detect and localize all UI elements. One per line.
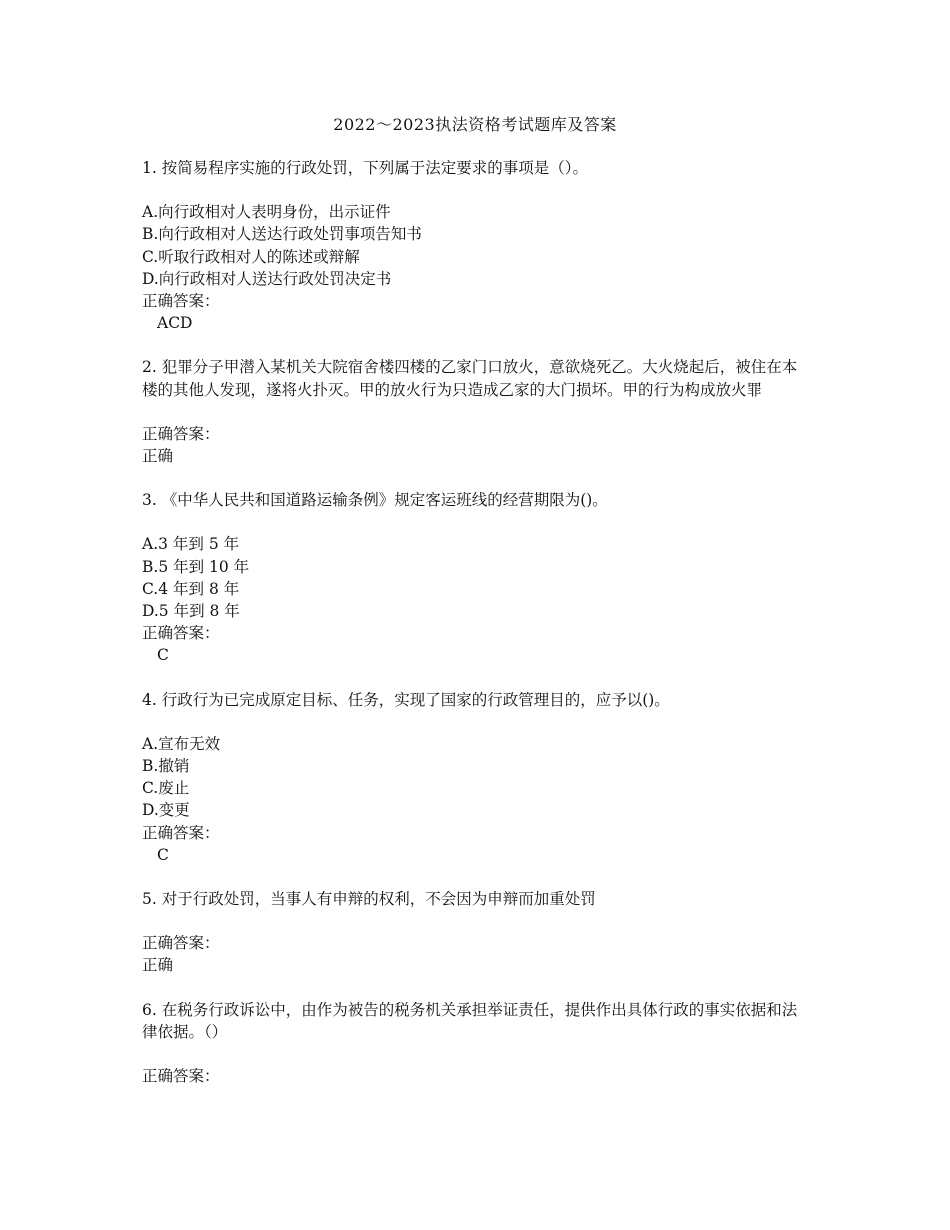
question-text: 6. 在税务行政诉讼中，由作为被告的税务机关承担举证责任，提供作出具体行政的事实依据和法律依据。（） bbox=[142, 1000, 798, 1041]
question-text: 3. 《中华人民共和国道路运输条例》规定客运班线的经营期限为()。 bbox=[142, 491, 608, 510]
answer-label: 正确答案： bbox=[142, 934, 220, 953]
option-c: C.听取行政相对人的陈述或辩解 bbox=[142, 247, 360, 266]
question-text: 4. 行政行为已完成原定目标、任务，实现了国家的行政管理目的，应予以()。 bbox=[142, 690, 670, 709]
question-item bbox=[142, 888, 812, 977]
answer-value: 正确 bbox=[142, 447, 174, 466]
option-c: C.废止 bbox=[142, 779, 190, 798]
answer-label: 正确答案： bbox=[142, 292, 220, 311]
answer-value: 正确 bbox=[142, 956, 174, 975]
option-d: D.5 年到 8 年 bbox=[142, 602, 240, 621]
question-item bbox=[142, 489, 812, 666]
document-title: 2022～2023执法资格考试题库及答案 bbox=[333, 115, 617, 134]
question-item bbox=[142, 356, 812, 467]
option-a: A.3 年到 5 年 bbox=[142, 535, 240, 554]
option-d: D.变更 bbox=[142, 801, 190, 820]
answer-label: 正确答案： bbox=[142, 424, 220, 443]
option-b: B.向行政相对人送达行政处罚事项告知书 bbox=[142, 225, 422, 244]
option-d: D.向行政相对人送达行政处罚决定书 bbox=[142, 269, 392, 288]
question-item bbox=[142, 999, 812, 1088]
answer-label: 正确答案： bbox=[142, 624, 220, 643]
question-item bbox=[142, 157, 812, 334]
answer-label: 正确答案： bbox=[142, 823, 220, 842]
option-a: A.向行政相对人表明身份，出示证件 bbox=[142, 203, 391, 222]
question-item bbox=[142, 689, 812, 866]
option-a: A.宣布无效 bbox=[142, 734, 221, 753]
question-text: 2. 犯罪分子甲潜入某机关大院宿舍楼四楼的乙家门口放火，意欲烧死乙。大火烧起后，被住在本楼的其他人发现，遂将火扑灭。甲的放火行为只造成乙家的大门损坏。甲的行为构成放火罪 bbox=[142, 358, 798, 399]
answer-value: C bbox=[157, 646, 169, 665]
answer-value: ACD bbox=[157, 314, 193, 333]
option-b: B.撤销 bbox=[142, 757, 190, 776]
answer-value: C bbox=[157, 845, 169, 864]
option-c: C.4 年到 8 年 bbox=[142, 579, 240, 598]
answer-label: 正确答案： bbox=[142, 1067, 220, 1086]
question-text: 1. 按简易程序实施的行政处罚，下列属于法定要求的事项是（）。 bbox=[142, 159, 588, 177]
question-list bbox=[142, 157, 812, 1087]
question-text: 5. 对于行政处罚，当事人有申辩的权利，不会因为申辩而加重处罚 bbox=[142, 890, 596, 909]
option-b: B.5 年到 10 年 bbox=[142, 557, 250, 576]
